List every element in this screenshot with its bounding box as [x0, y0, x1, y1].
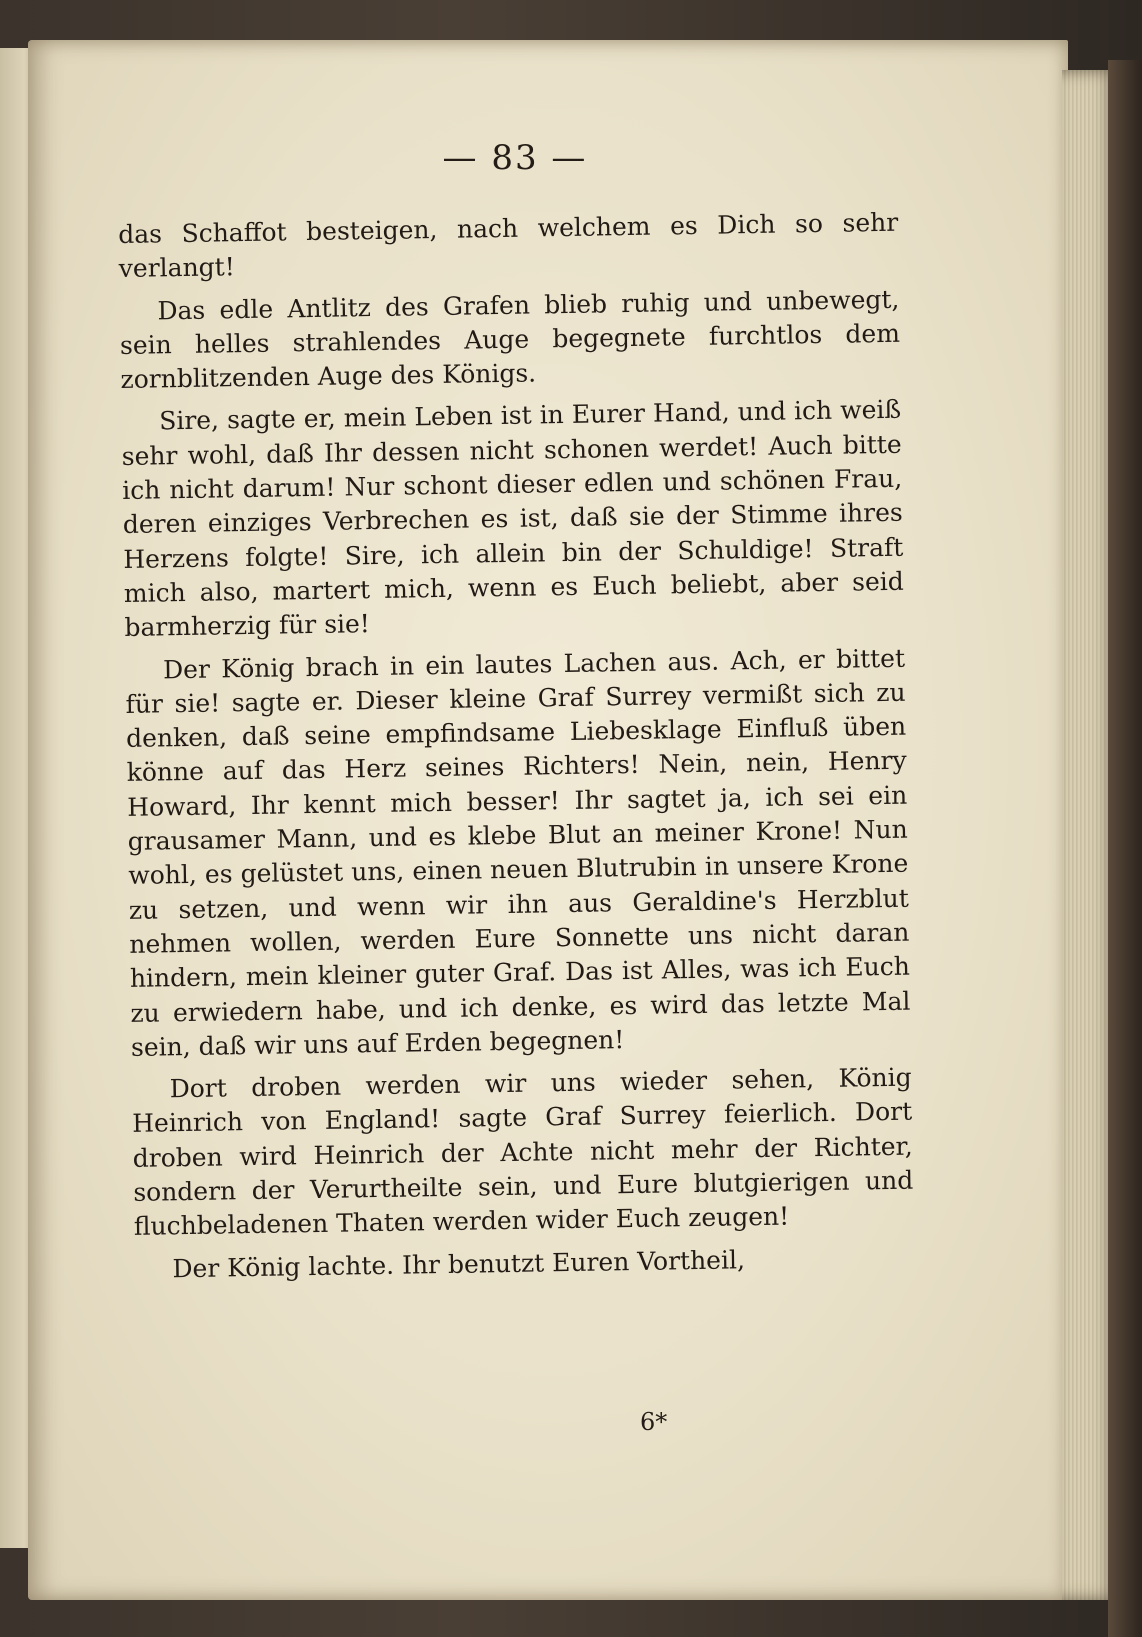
- body-text: [118, 206, 915, 1295]
- paragraph: Das edle Antlitz des Grafen blieb ruhig und unbewegt, sein helles strahlendes Auge begegnete furchtlos dem zornblitzenden Auge des Königs.: [119, 284, 901, 395]
- paragraph: Dort droben werden wir uns wieder sehen, König Heinrich von England! sagte Graf Surrey feierlich. Dort droben wird Heinrich der Achte nicht mehr der Richter, sondern der Verurtheilte sein, und Eure blutgierigen und fluchbeladenen Thaten werden wider Euch zeugen!: [132, 1062, 914, 1242]
- paragraph: Sire, sagte er, mein Leben ist in Eurer Hand, und ich weiß sehr wohl, daß Ihr dessen nicht schonen werdet! Auch bitte ich nicht darum! Nur schont dieser edlen und schönen Frau, deren einziges Verbrechen es ist, daß sie der Stimme ihres Herzens folgte! Sire, ich allein bin der Schuldige! Straft mich also, martert mich, wenn es Euch beliebt, aber seid barmherzig für sie!: [121, 395, 905, 643]
- signature-mark: 6*: [640, 1408, 668, 1436]
- book-cover-edge: [1108, 60, 1142, 1637]
- paragraph: Der König brach in ein lautes Lachen aus. Ach, er bittet für sie! sagte er. Dieser kleine Graf Surrey vermißt sich zu denken, daß seine empfindsame Liebesklage Einfluß üben könne auf das Herz seines Richters! Nein, nein, Henry Howard, Ihr kennt mich besser! Ihr sagtet ja, ich sei ein grausamer Mann, und es klebe Blut an meiner Krone! Nun wohl, es gelüstet uns, einen neuen Blutrubin in unsere Krone zu setzen, und wenn wir ihn aus Geraldine's Herzblut nehmen wollen, werden Eure Sonnette uns nicht daran hindern, mein kleiner guter Graf. Das ist Alles, was ich Euch zu erwiedern habe, und ich denke, es wird das letzte Mal sein, daß wir uns auf Erden begegnen!: [125, 643, 911, 1062]
- page-number: — 83 —: [442, 138, 588, 178]
- paragraph: Der König lachte. Ihr benutzt Euren Vortheil,: [172, 1244, 746, 1283]
- paragraph: das Schaffot besteigen, nach welchem es Dich so sehr verlangt!: [118, 207, 899, 284]
